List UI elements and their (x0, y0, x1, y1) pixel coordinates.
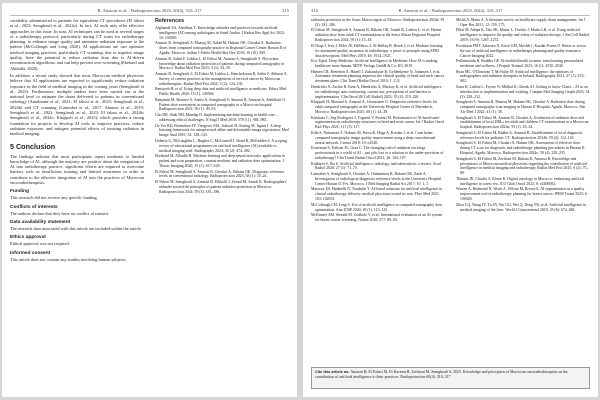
reference-item: Mansoor ES, Hadmelli N, Tarabulsi Y. AI-based solutions for artificial intelligence in clinical radiotherapy delivery: medical physicists in and its way. Phys Med 2021; 103: 102653. (311, 187, 443, 202)
reference-item: Semghouli S, El Fahssi M, Amaoui B, Choukri A. Evaluation of radiation dose and establishment of local DRLs for adult and children CT examinations in a Moroccan hospital. Radioprotection 2024a; 59 (1): 29–34. (456, 115, 589, 130)
reference-item: Kiesbaaz C, Seg Rodriguez J, Tognetti V, Pesenti M. Performance of AI-based auto-segmentation on radiotherapy structures in head and neck cancer. Int J Radiat Oncol Biol Phys 2021; 111 (3): 117. (311, 115, 445, 130)
body-paragraph: In addition, a recent study showed that most Moroccan medical physicists believe that AI applications are expected to significantly reduce radiation exposure in the field of medical imaging in the coming years (Semghouli et al., 2025). Furthermore, multiple studies have been carried out at the national level to estimate the doses delivered to patients in conventional radiology (Amalmane et al., 2021; El fahssi et al., 2023; Semghouli et al., 2024b) and CT scanning (Lamrabet et al., 2017; Amaoui et al., 2019; Semghouli et al., 2022; Semghouli et al., 2023; El fahssi et al., 2024b; Semghouli et al., 2024c; Khajipeli et al., 2025), which provides a strong foundation for projects to develop AI tools to improve practices, reduce radiation exposure, and mitigate potential effects of ionizing radiation in medical imaging. (10, 72, 144, 137)
reference-item: Korreman S, Eriksen JG, Grau C. The changing role of radiation oncology professionals in a world of AI – just jobs lost or a solution to the under-provision of radiotherapy? Clin Transl Radiat Oncol 2021; 26: 104–107. (311, 146, 444, 160)
reference-item: Benjamin M, Sharaev A, Andro A, Semghouli S, Amaoui B, Amaoui A, Abdellatif O. Patient dose assessment in computed tomography in a Moroccan hospital. Radioprotection 2021; 56 (1): 49–53. (155, 97, 287, 112)
references-column (155, 18, 289, 391)
conclusion-text: The findings indicate that most participants report moderate to limited knowledge of AI, although the majority are positive about the integration of AI into radiotherapy practice, significant efforts are required to overcome barriers such as insufficient training and limited awareness in order to contribute to the effective integration of AI into the practices of Moroccan oncoradiotherapists. (10, 153, 144, 186)
reference-item: Warren A, Redmond N, Wook A, Wilson M, Brown E. AI segmentation as a quality improvement tool in radiotherapy planning for breast cancer. IPEM Transl 2023; 6: 100020. (456, 187, 588, 202)
reference-item: Khajipeli H, Mouaad A, Amaoui A, Lhoussaine O. Diagnostic reference levels for adult computed tomography at the University Hospital Center of Marrakech, Morocco. Radioprotection 2025; 60 (1): 44–49. (311, 100, 438, 114)
reference-item: Doherty G, McLaughlin L, Hughes C, McConnell J, Bond R, McFadden S. A scoping review of educational programmes on artificial intelligence (AI) available to medical imaging staff. Radiography 2024; 30 (2): 474–482. (155, 138, 287, 153)
reference-item: Kulkarni S, Jha S. Artificial intelligence, radiology, and tuberculosis: a review. Acad Radiol 2020; 27 (1): 71–75. (311, 161, 441, 171)
reference-item: Kida S, Nakamoto T, Nakano M, Nawa K, Haga A, Kotoku J, et al. Cone beam computed tomography image quality improvement using a deep convolutional neural network. Cureus 2018; 10: e2548. (311, 130, 436, 145)
reference-item: Pillai M, Adapa K, Das SK, Mazur L, Dooley J, Marks LB, et al. Using artificial intelligence to improve the quality and safety of radiation therapy. J Am Coll Radiol 2019; 16 (9): 1267–1272. (456, 28, 590, 43)
reference-item: McCollough CH, Leng S. Use of artificial intelligence in computed tomography dose optimisation. Ann ICRP 2020; 49 (1): 113–125. (311, 202, 443, 212)
reference-item: Amaoui B, Semghouli S, Maaouj M, Aabid M, Hakam OK, Choukri A. Radiation doses from computed tomography practice in Regional Cancer Center Hassan II of Agadir, Morocco. Indian J Public Health Res Dev 2019; 10 (10): 829. (155, 41, 287, 56)
reference-item: Cho DB, Shah NH, Mandap D. Implementing machine learning in health care – addressing ethical challenges. N Engl J Med 2018; 378 (11): 981–983. (155, 113, 278, 122)
conflicts-heading: Conflicts of interests (10, 204, 58, 210)
journal-header: B. Amaoui et al. / Radioprotection 2025, 60(4), 310–317 (97, 8, 202, 13)
conclusion-heading: 5 Conclusion (10, 141, 56, 151)
reference-item: Ryan ML, O'Donovan T, McNulty JP. Artificial intelligence: the opinions of radiographers and radiation therapists in Ireland. Radiography 2021; 27 (1): S74–S82. (456, 69, 586, 84)
reference-item: Semghouli S, Amaoui B, Maaouj M, Hakam OK, Choukri A. Radiation dose during computed tomography scan imaging in Hassan II Hospital, Agadir, Morocco. Pan Afr Med J 2022; 41 (1): 38. (456, 100, 586, 114)
reference-item: Hansen CR, Bertelsen A, Hazell I, Zukauskaite R, Gyldenkerne N, Johansen J, et al. Automatic treatment planning improves the clinical quality of head and neck cancer treatment plans. Clin Transl Radiat Oncol 2016; 1: 2–8. (311, 69, 445, 84)
consent-heading: Informed consent (10, 250, 51, 256)
reference-item: radiation protection in the Souss Massa region of Morocco. Radioprotection 2024a; 59 (3): 181–186. (311, 18, 445, 27)
data-availability-text: The research data associated with this article are included within the article. (10, 225, 142, 231)
data-availability-heading: Data availability statement (10, 219, 71, 225)
references-heading: References (155, 18, 185, 24)
reference-item: El Fahssi M, Semghouli S, Amaoui B, Hakam OK, Jouadi K, Lahlou L, et al. Patient radiation dose from adult CT examinations at the Souss Massa Regional Hospital. Radioprotection 2024; 59 (1): 15–18. (311, 28, 442, 43)
page-316 (303, 3, 598, 397)
reference-item: Amaoui B, Semghouli S, El Fahssi M, Lahlou L, Benchekroun R, Safini F, Abbassi A. Survey of current practices in the management of cervical cancer by Moroccan radiotherapists. Radiat Med Prot 2024; 5 (2): 124–130. (155, 71, 288, 86)
citation-box (311, 367, 590, 389)
reference-item: Hendricks A, Zachte R, Kent A, Hendricks A, Mackay K, et al. Artificial intelligence for radiotherapy auto-contouring: current use, perceptions of and barriers to implementation. Clin Oncol (R Coll Radiol) 2023; 35 (4): 219–226. (311, 84, 442, 99)
reference-item: Thimmi JK, Chacko S, Khare R. Digital oncology in Morocco: embracing artificial intelligence in a new era. JCO Glob Oncol 2022; 8: e2400082. (456, 176, 585, 186)
reference-item: El Fahssi M, Semghouli S, Amaoui B, Elkhalfi J, Zerrad M, Jouadi K. Radiographers' attitudes toward the principles of patient radiation protection in Morocco. Radioprotection 2024; 59 (3): 181–186. (155, 180, 287, 194)
reference-item: Zhou LQ, Wang JY, Yu SY, Wu GG, Wei Q, Deng YB, et al. Artificial intelligence in medical imaging of the liver. World J Gastroenterol 2019; 25 (6): 672–682. (456, 202, 587, 212)
left-column-body (10, 18, 144, 391)
page-number: 315 (282, 8, 289, 13)
reference-item: Semghouli S, El Fahssi M, Bakhti A, Amaoui B. Establishment of local diagnostic reference levels for pediatric CT. Radioprotection 2024b; 59 (2): 112–118. (456, 130, 583, 140)
reference-item: De Vos BD, Berendsen FF, Viergever MA, Sokooti H, Staring M, Isgum I. A deep learning framework for unsupervised affine and deformable image registration. Med Image Anal 2019; 52: 128–143. (155, 123, 289, 138)
reference-item: Alghamdi SA, Alashban Y. Knowledge attitudes and practices towards artificial intelligence (AI) among radiologists in Saudi Arabia. J Radiat Res Appl Sci 2023; 16: 100569. (155, 26, 285, 40)
citation-text: Amaoui B, El Fahssi M, El Kacemi H, Zerfaoui M, Semghouli S. 2025. Knowledge and perception of Moroccan oncoradiotherapists on the contribution of artificial intelligence to their practices. Radioprotection 60(4): 310–317 (315, 370, 568, 379)
running-header (311, 8, 590, 16)
reference-item: Sarra R, Lahlou L, Feysse N, Midhal K, Ghenk AJ. Getting to know Clarix – AI as an introduction to implementation and working. Comput Med Imaging Graph 2023; 34 (3): 228–232. (456, 84, 590, 99)
reference-item: El Naqa I, Ivey J, Elder JE, DeMarco J, Al-Hallaq H, Berek J, et al. Machine learning for automated quality assurance in radiotherapy: a proof of principle using EPID data description. Med Phys 2019; 46: 1914–1921. (311, 43, 443, 58)
consent-text: This article does not contain any studies involving human subjects. (10, 256, 127, 262)
running-header (10, 8, 289, 16)
ethics-heading: Ethics approval (10, 235, 46, 241)
reference-item: Lamrabet A, Semghouli S, Choukri A, Ouhammou B, Hakam OK, Zaidi A. Investigation of radiological diagnostic reference levels in the University Hospital Center Hassan II, Fes, Morocco. J Med Imaging Radiat Sci 2017; 10: 1–7. (311, 172, 442, 186)
citation-label: Cite this article as: (315, 369, 350, 374)
body-paragraph: variability administered to patients for equivalent CT procedures (El fahssi et al., 2023; Semghouli et al., 2024a). In fact, AI tools may offer effective approaches to this issue. In sum, AI techniques can be used at several stages of a radiotherapy protocol, particularly during CT scans for radiotherapy planning, to enhance image quality and minimize radiation exposure to the patient (McCollough and Leng 2020). AI applications are can optimize medical imaging practices, particularly CT scanning, due to superior image quality, have the potential to reduce radiation dose due to AI-driven reconstruction algorithms, and can help prevent over-screening (Ebehard and Alkhalfa, 2020). (10, 18, 144, 71)
reference-item: Semghouli S, El Fahssi M, Choukri A, Hakam OK. Assessment of effective dose during CT scan for diagnostic and radiotherapy planning procedures in Hassan II Hospital, Agadir, Morocco. Radioprotection 2024c; 59 (4): 229–235. (456, 141, 585, 156)
references-column-right-2 (456, 18, 590, 363)
reference-item: Semghouli S, El Fahssi M, Zerfaoui M, Hakam K, Amaoui B. Knowledge and perceptions of Moroccan medical physicists regarding the contribution of artificial intelligence in medical imaging and radiotherapy. Radiat Med Prot 2025; 6 (2): 75–80. (456, 156, 589, 176)
reference-item: McKinney SM, Sieniek M, Godbole V, et al. International evaluation of an AI system for breast cancer screening. Nature 2020; 577: 89–94. (311, 213, 443, 223)
references-column-right-1 (311, 18, 445, 363)
reference-item: Pollamnoidu B, Buddha GP. AI-enabled health systems: transforming personalized medicine and wellness. J Prepub Technol 2023; 16 (1): 4530–4538. (456, 59, 584, 68)
reference-item: El Fahssi M, Semghouli S, Amaoui B, Choukri A, Hakam OK. Diagnostic reference levels in conventional radiology. Radioprotection 2023; 58 (1): 19–24. (155, 169, 285, 179)
reference-item: Pooshiaan PMT, Salavara N, Kirsh GM, Mosleh I, Kazdar Povnn O. Better or worse: the use of artificial intelligence in radiotherapy planning and quality assurance. Cancer Imaging 2022. (456, 43, 587, 58)
reference-item: Bentayeb H, et al. Using deep data and artificial intelligence in medicine. Ethics Med Public Health 2020; 15 (1): 100564. (155, 87, 287, 97)
funding-heading: Funding (10, 189, 29, 195)
reference-item: Mirali A, Manu A. A literature survey on healthcare supply chain management. Int J Oper Res 2021; 12: 159–175. (456, 18, 586, 27)
ethics-text: Ethical approval was not required. (10, 241, 70, 247)
reference-item: Amaoui B, Safini F, Lahlou L, El Fahssi M, Amaoui S, Semghouli S. Physicians knowledge about radiation protection of patients during computed tomography in Morocco. Radiat Med Prot 2023; 4 (1): 34–39. (155, 56, 285, 71)
page-number: 316 (311, 8, 318, 13)
reference-item: Eric Topol. Deep Medicine: Artificial Intelligence in Medicine: How AI is making healthcare more human. MITP-Verlags GmbH & Co. KG 2019. (311, 59, 438, 68)
page-315 (2, 3, 297, 397)
conflicts-text: The authors declare that they have no conflict of interest. (10, 210, 110, 216)
journal-header: B. Amaoui et al. / Radioprotection 2025, 60(4), 310–317 (398, 8, 503, 13)
reference-item: Eberhard M, Alkadhi H. Machine learning and deep neural networks: applications in patient and scan preparation, contrast medium, and radiation dose optimization. J Thorac Imaging 2020; 35 (1): S17–S20. (155, 154, 286, 168)
funding-text: This research did not receive any specific funding. (10, 195, 98, 201)
